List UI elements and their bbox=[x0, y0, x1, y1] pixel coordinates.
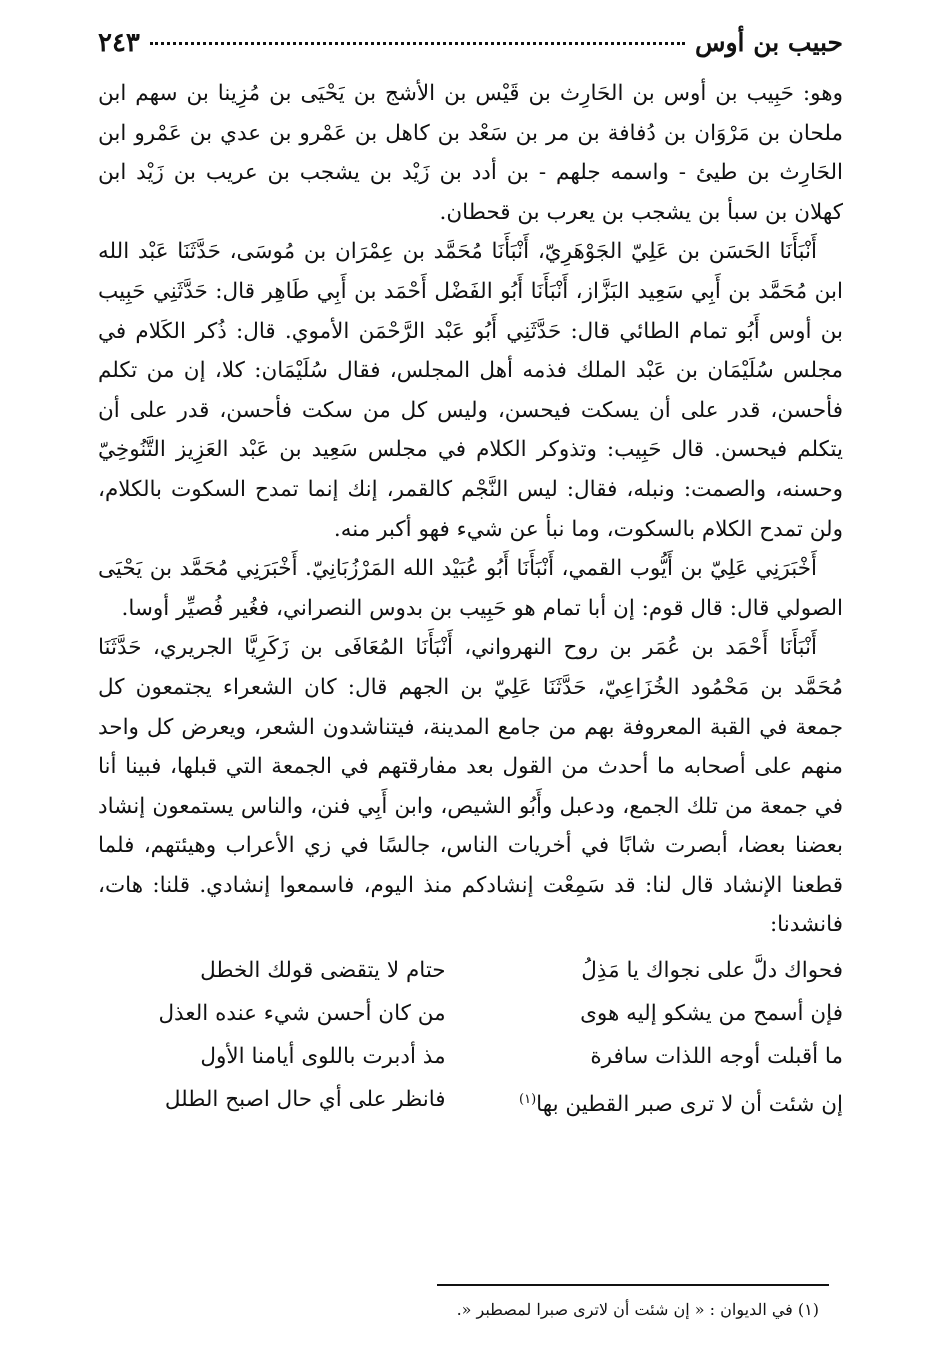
verse-row bbox=[98, 1078, 843, 1126]
running-header bbox=[98, 28, 843, 74]
paragraph-poets-gathering: أَنْبَأَنَا أَحْمَد بن عُمَر بن روح النهرواني، أَنْبَأَنَا المُعَافَى بن زَكَرِيَّا الجريري، حَدَّثَنَا مُحَمَّد بن مَحْمُود الخُزَاعِيّ، حَدَّثَنَا عَلِيّ بن الجهم قال: كان الشعراء يجتمعون كل جمعة في القبة المعروفة بهم من جامع المدينة، فيتناشدون الشعر، ويعرض كل واحد منهم على أصحابه ما أحدث من القول بعد مفارقتهم في الجمعة التي قبلها، فبينا أنا في جمعة من تلك الجمع، ودعبل وأَبُو الشيص، وابن أَبِي فنن، والناس يستمعون إنشاد بعضنا بعضا، أبصرت شابًا في أخريات الناس، جالسًا في زي الأعراب وهيئتهم، فلما قطعنا الإنشاد قال لنا: قد سَمِعْت إنشادكم منذ اليوم، فاسمعوا إنشادي. قلنا: هات، فانشدنا: bbox=[98, 635, 843, 938]
footnote: (١) في الديوان : « إن شئت أن لاترى صبرا لمصطبر «. bbox=[456, 1300, 819, 1319]
verse-first-hemistich: ما أقبلت أوجه اللذات سافرة bbox=[590, 1044, 843, 1070]
poem-verses bbox=[98, 949, 843, 1126]
paragraph-lineage: وهو: حَبِيب بن أوس بن الحَارِث بن قَيْس بن الأشج بن يَحْيَى بن مُزِينا بن سهم ابن ملحان بن مَرْوَان بن دُفافة بن مر بن سَعْد بن كاهل بن عَمْرو بن عدي بن عَمْرو ابن الحَارِث بن طيئ - واسمه جلهم - بن أدد بن زَيْد بن يشجب بن عريب بن زَيْد ابن كهلان بن سبأ بن يشجب بن يعرب بن قحطان. bbox=[98, 81, 843, 225]
verse-second-hemistich: حتام لا يتقضى قولك الخطل bbox=[200, 958, 446, 984]
paragraph-name-origin: أَخْبَرَنِي عَلِيّ بن أَيُّوب القمي، أَنْبَأَنَا أَبُو عُبَيْد الله المَرْزُبَانِيّ. أَخْبَرَنِي مُحَمَّد بن يَحْيَى الصولي قال: قال قوم: إن أبا تمام هو حَبِيب بن بدوس النصراني، فغُير فُصيِّر أوسا. bbox=[98, 556, 843, 621]
verse-first-hemistich: فإن أسمح من يشكو إليه هوى bbox=[580, 1001, 843, 1027]
verse-first-hemistich bbox=[485, 1078, 843, 1126]
footnote-divider bbox=[437, 1284, 829, 1286]
verse-second-hemistich: من كان أحسن شيء عنده العذل bbox=[158, 1001, 446, 1027]
page-number: ٢٤٣ bbox=[98, 28, 140, 58]
verse-row bbox=[98, 1035, 843, 1078]
verse-row bbox=[98, 992, 843, 1035]
verse-row bbox=[98, 949, 843, 992]
body-text bbox=[98, 74, 843, 945]
paragraph-speech-anecdote: أَنْبَأَنَا الحَسَن بن عَلِيّ الجَوْهَرِيّ، أَنْبَأَنَا مُحَمَّد بن عِمْرَان بن مُوسَى، حَدَّثَنَا عَبْد الله ابن مُحَمَّد بن أَبِي سَعِيد البَزَّاز، أَنْبَأَنَا أَبُو الفَضْل أَحْمَد بن أَبِي طَاهِر قال: حَدَّثَنِي حَبِيب بن أوس أَبُو تمام الطائي قال: حَدَّثَنِي أَبُو عَبْد الرَّحْمَن الأموي. قال: ذُكر الكَلام في مجلس سُلَيْمَان بن عَبْد الملك فذمه أهل المجلس، فقال سُلَيْمَان: كلا، إن من تكلم فأحسن، قدر على أن يسكت فيحسن، وليس كل من سكت فأحسن، قدر على أن يتكلم فيحسن. قال حَبِيب: وتذوكر الكلام في مجلس سَعِيد بن عَبْد العَزِيز التَّنُوخِيّ وحسنه، والصمت: ونبله، فقال: ليس النَّجْم كالقمر، إنك إنما تمدح السكوت بالكلام، ولن تمدح الكلام بالسكوت، وما نبأ عن شيء فهو أكبر منه. bbox=[98, 239, 843, 542]
verse-first-hemistich-text: إن شئت أن لا ترى صبر القطين بها bbox=[536, 1092, 843, 1118]
header-leader-dots bbox=[150, 42, 685, 45]
verse-second-hemistich: فانظر على أي حال اصبح الطلل bbox=[164, 1087, 446, 1113]
running-header-title: حبيب بن أوس bbox=[694, 28, 843, 57]
footnote-marker: (١) bbox=[519, 1092, 537, 1108]
verse-second-hemistich: مذ أدبرت باللوى أيامنا الأول bbox=[200, 1044, 446, 1070]
verse-first-hemistich: فحواك دلَّ على نجواك يا مَذِلُ bbox=[581, 958, 843, 984]
